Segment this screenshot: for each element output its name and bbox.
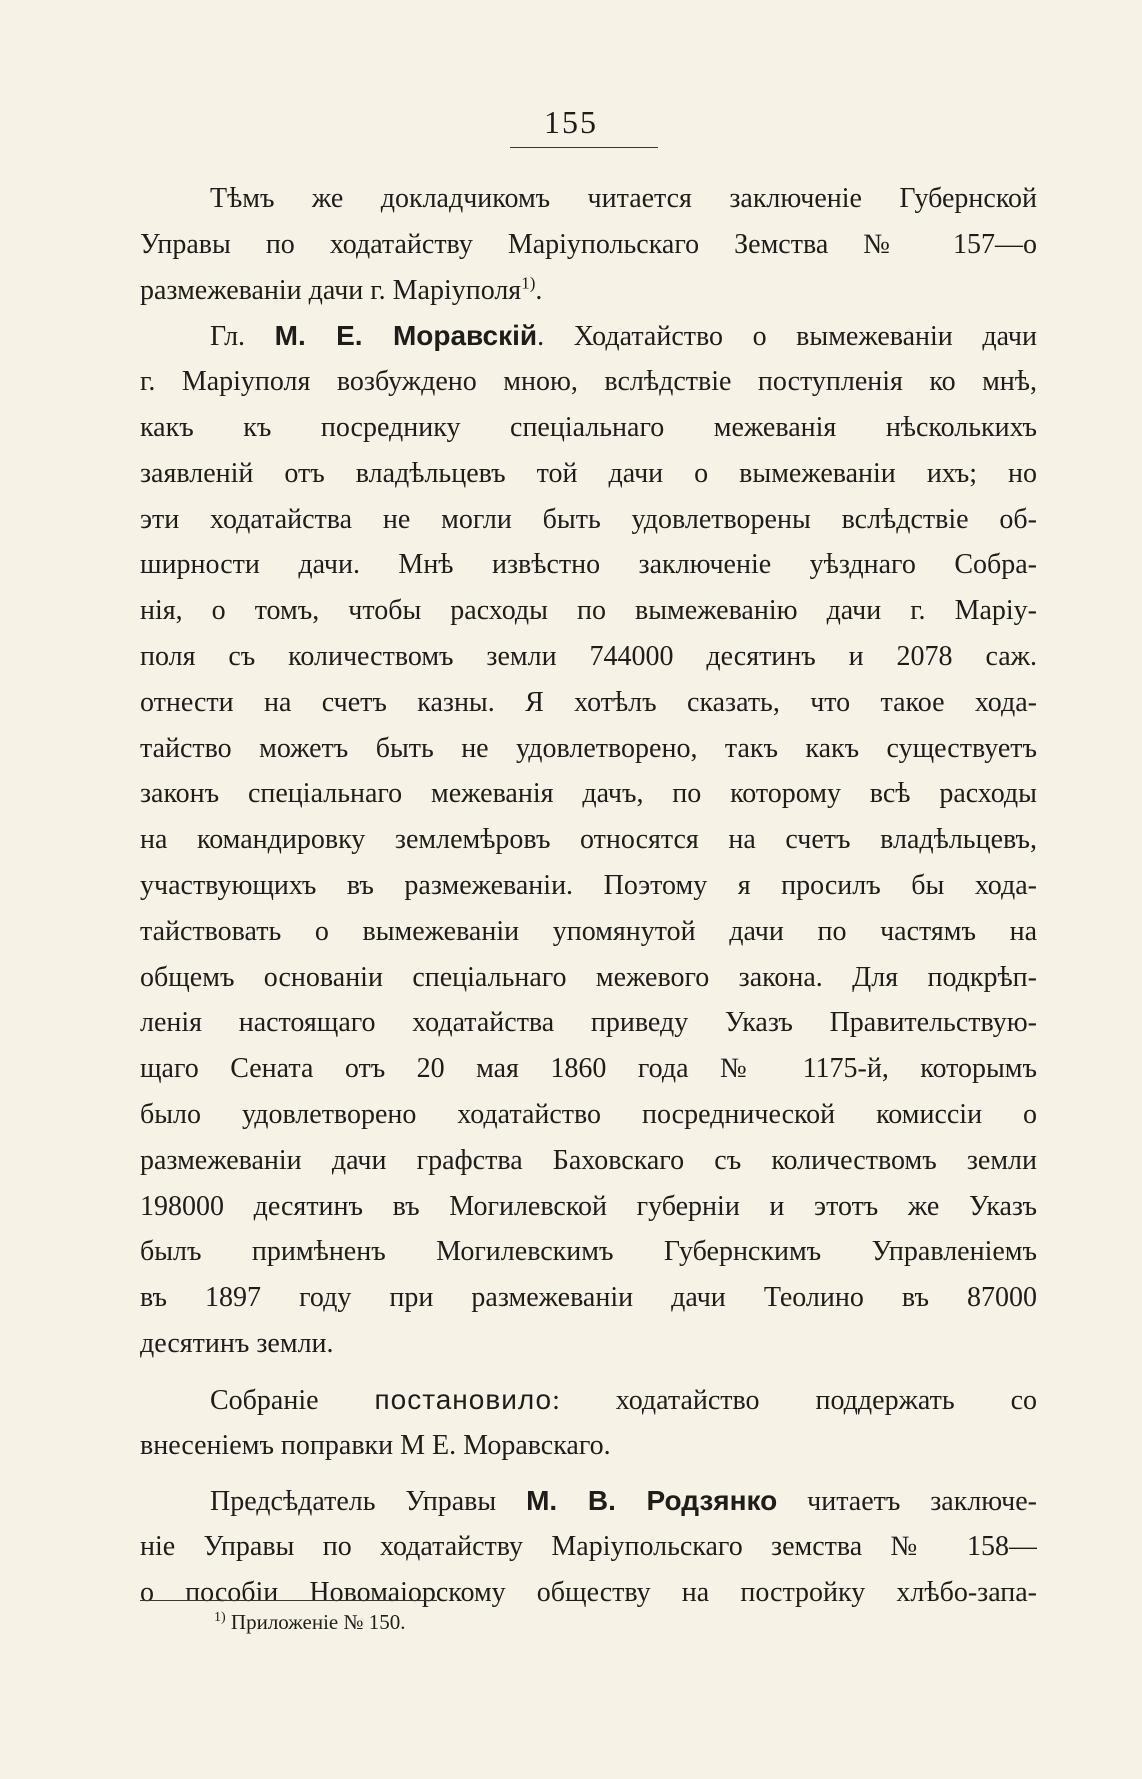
paragraph-2-line-16: ленія настоящаго ходатайства приведу Указъ Правительствую- [140,1007,1037,1039]
paragraph-2-line-1-rest: . Ходатайство о вымежеваніи дачи [537,321,1037,353]
paragraph-3-line-1-rest: : ходатайство поддержать со [552,1384,1037,1416]
paragraph-2-line-6: ширности дачи. Мнѣ извѣстно заключеніе уѣзднаго Собра- [140,549,1037,581]
paragraph-2-line-10: тайство можетъ быть не удовлетворено, такъ какъ существуетъ [140,732,1037,764]
chairman-prefix: Предсѣдатель Управы [210,1486,497,1518]
paragraph-2-line-8: поля съ количествомъ земли 744000 десятинъ и 2078 саж. [140,640,1037,672]
paragraph-2-line-23: десятинъ земли. [140,1327,334,1359]
paragraph-2-line-17: щаго Сената отъ 20 мая 1860 года № 1175-й, которымъ [140,1053,1037,1085]
paragraph-2-line-1 [140,313,1037,359]
page-number: 155 [544,104,598,140]
paragraph-2-line-13: участвующихъ въ размежеваніи. Поэтому я просилъ бы хода- [140,869,1037,901]
paragraph-4-line-2: ніе Управы по ходатайству Маріупольскаго земства № 158— [140,1531,1037,1563]
paragraph-2-line-18: было удовлетворено ходатайство посреднической комиссіи о [140,1098,1037,1130]
paragraph-2-line-15: общемъ основаніи спеціальнаго межевого закона. Для подкрѣп- [140,961,1037,993]
paragraph-4-line-1-rest: читаетъ заключе- [777,1486,1037,1518]
paragraph-2-line-14: тайствовать о вымежеваніи упомянутой дачи по частямъ на [140,915,1037,947]
paragraph-2-line-4: заявленій отъ владѣльцевъ той дачи о вымежеваніи ихъ; но [140,457,1037,489]
paragraph-2-line-7: нія, о томъ, чтобы расходы по вымежеванію дачи г. Маріу- [140,595,1037,627]
paragraph-2-line-22: въ 1897 году при размежеваніи дачи Теолино въ 87000 [140,1282,1037,1314]
paragraph-2-line-2: г. Маріуполя возбуждено мною, вслѣдствіе поступленія ко мнѣ, [140,366,1037,398]
paragraph-2-line-5: эти ходатайства не могли быть удовлетворены вслѣдствіе об- [140,503,1037,535]
resolution-keyword: постановило [374,1383,553,1415]
speaker-name: М. Е. Моравскій [274,320,538,352]
paragraph-3-line-1 [140,1377,1037,1423]
footnote-rule [140,1600,437,1601]
paragraph-2-line-9: отнести на счетъ казны. Я хотѣлъ сказать, что такое хода- [140,686,1037,718]
header-rule [510,147,658,148]
paragraph-2-line-20: 198000 десятинъ въ Могилевской губерніи и этотъ же Указъ [140,1190,1037,1222]
paragraph-4-line-3: о пособіи Новомаіорскому обществу на постройку хлѣбо-запа- [140,1576,1037,1608]
paragraph-4-line-1 [140,1478,1037,1524]
speaker-prefix: Гл. [210,321,246,353]
paragraph-1-line-1: Тѣмъ же докладчикомъ читается заключеніе Губернской [210,183,1037,214]
paragraph-3-line-2: внесеніемъ поправки М Е. Моравскаго. [140,1429,611,1461]
footnote [214,1607,406,1637]
paragraph-2-line-12: на командировку землемѣровъ относятся на счетъ владѣльцевъ, [140,824,1037,856]
paragraph-2-line-3: какъ къ посреднику спеціальнаго межеванія нѣсколькихъ [140,411,1037,443]
chairman-name: М. В. Родзянко [526,1485,778,1517]
paragraph-1-line-3 [140,268,1037,314]
footnote-text: Приложеніе № 150. [225,1610,406,1634]
assembly-word: Собраніе [210,1384,319,1416]
paragraph-2-line-21: былъ примѣненъ Могилевскимъ Губернскимъ Управленіемъ [140,1236,1037,1268]
body-text [140,176,1037,1616]
paragraph-2-line-19: размежеваніи дачи графства Баховскаго съ количествомъ земли [140,1144,1037,1176]
paragraph-1-period: . [535,274,543,306]
footnote-reference: 1) [521,273,536,293]
paragraph-2-line-11: законъ спеціальнаго межеванія дачъ, по которому всѣ расходы [140,778,1037,810]
paragraph-1-line-2: Управы по ходатайству Маріупольскаго Земства № 157—о [140,228,1037,260]
paragraph-1-line-3-text: размежеваніи дачи г. Маріуполя [140,274,522,306]
footnote-mark: 1) [214,1610,226,1625]
